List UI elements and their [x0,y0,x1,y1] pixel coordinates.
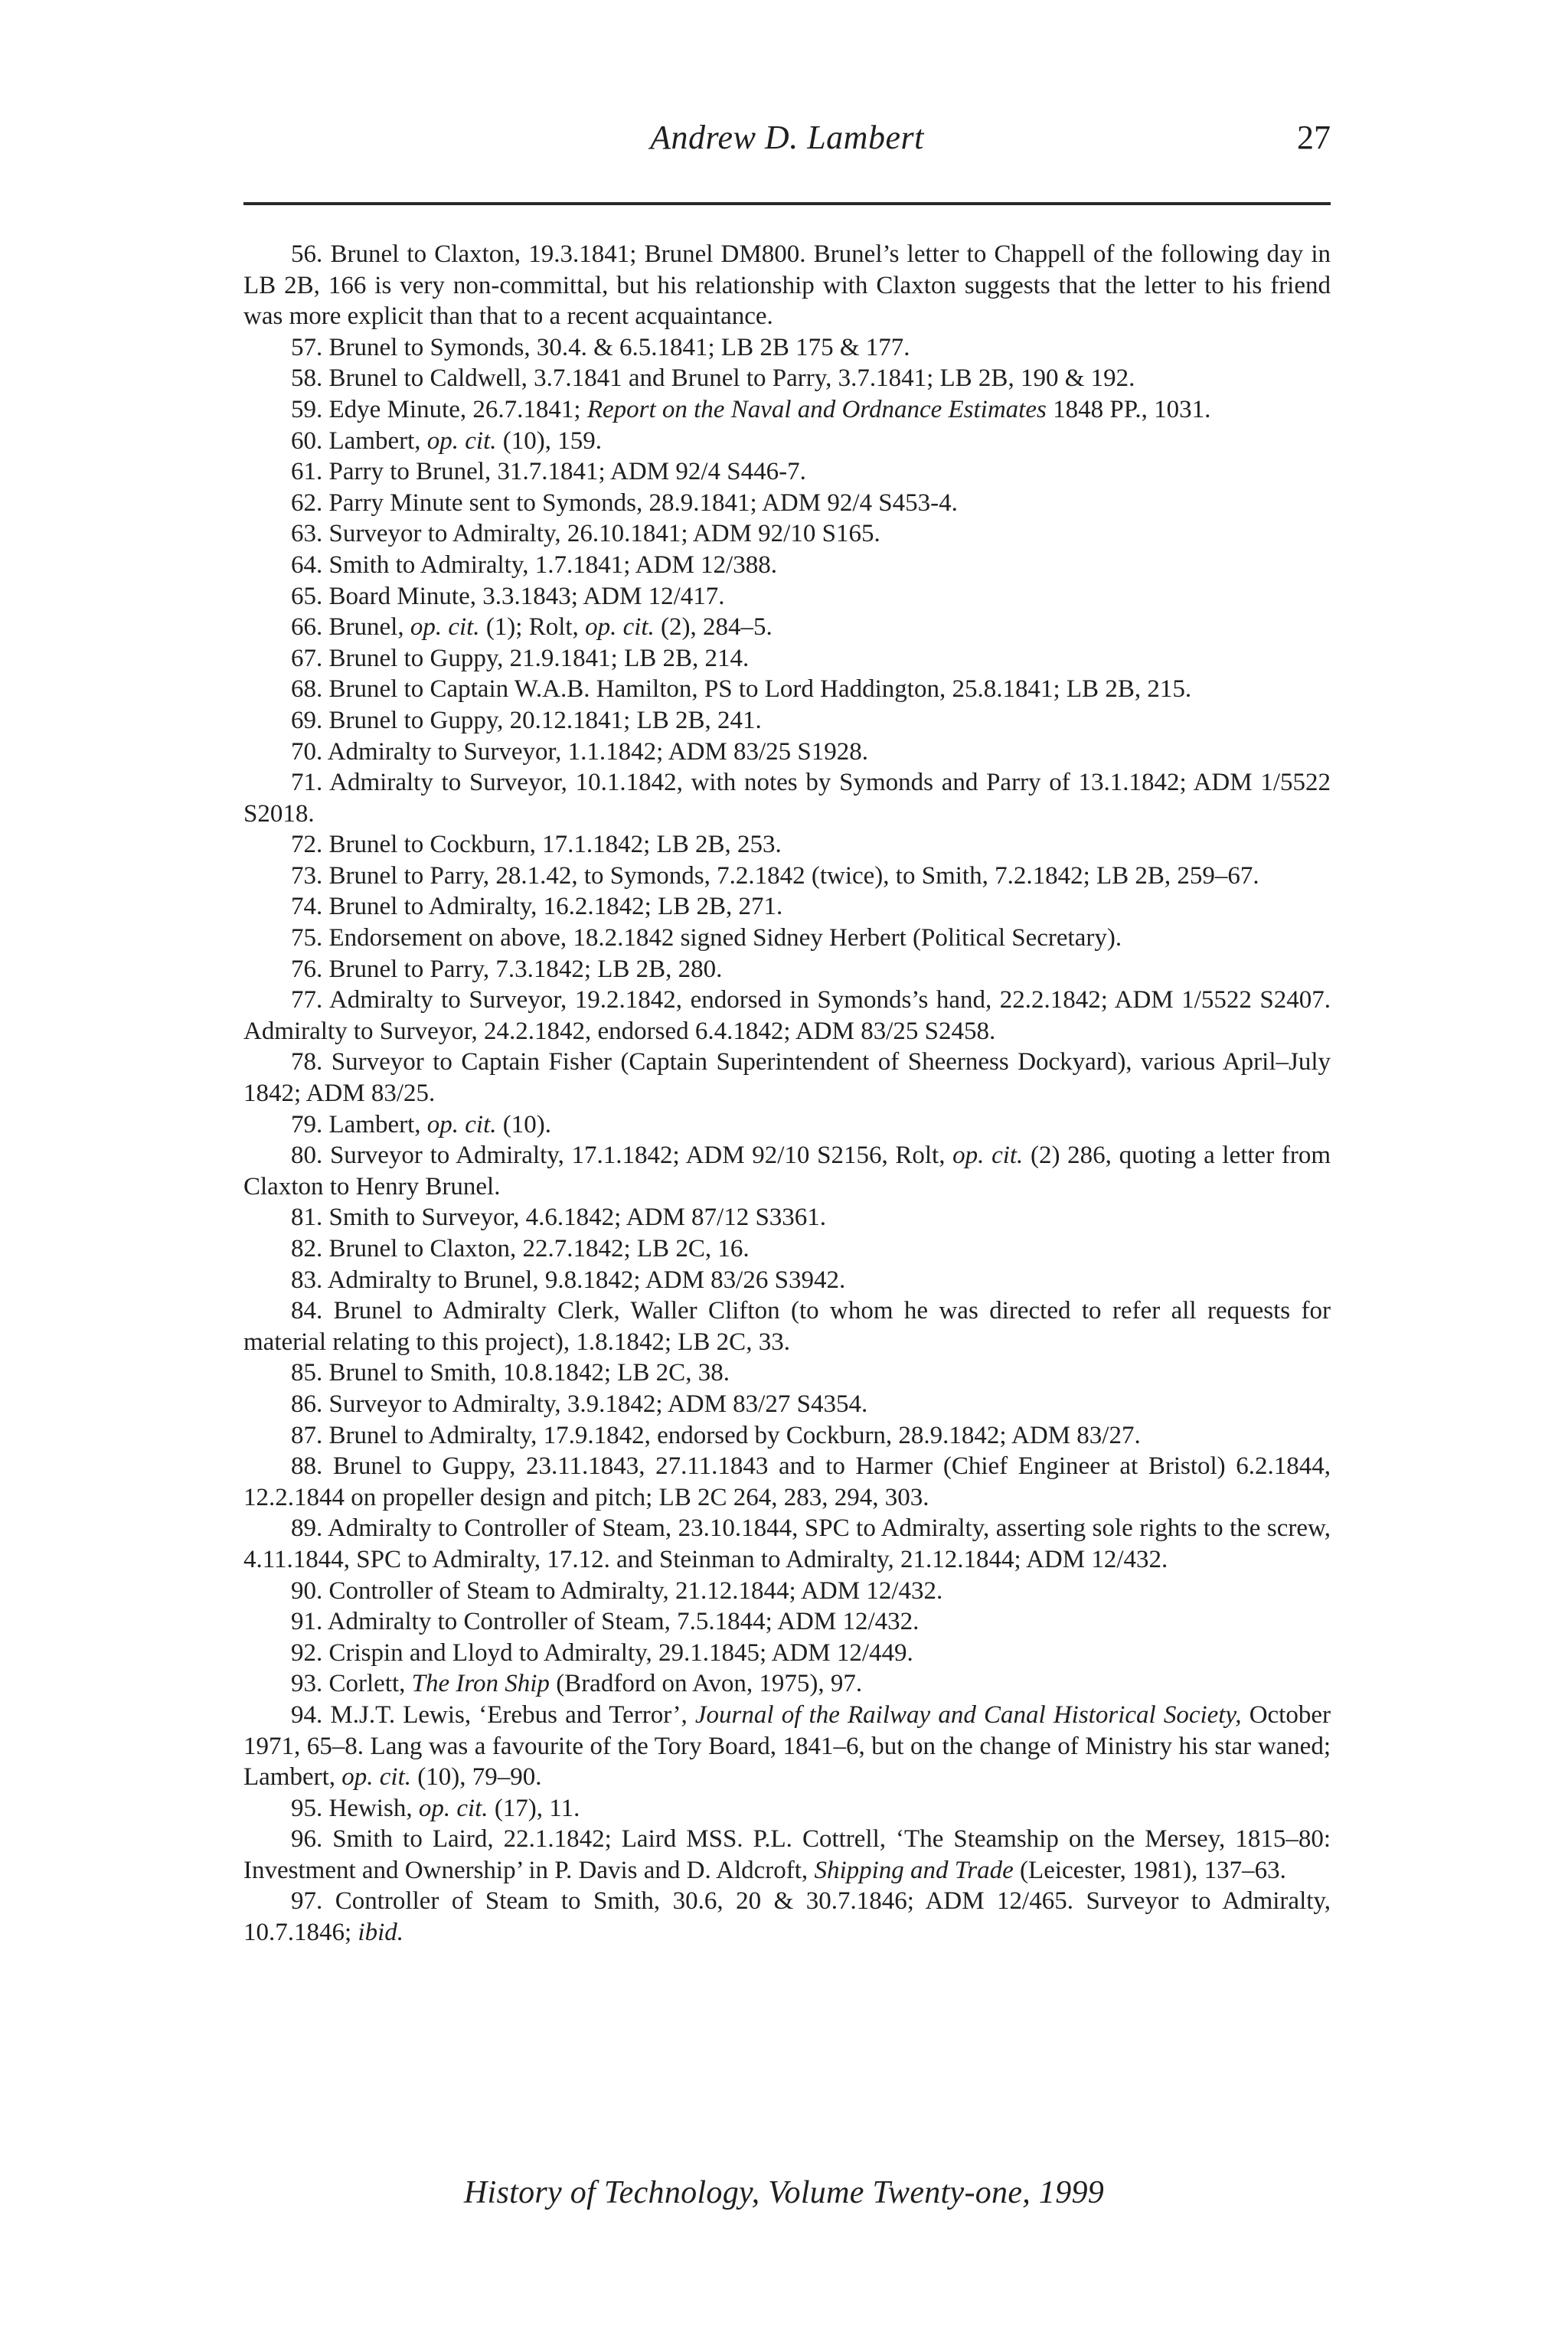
endnote-number: 93. [291,1670,323,1698]
endnote [243,1638,1331,1669]
endnote-number: 89. [291,1514,323,1543]
endnote [243,1109,1331,1141]
endnote-italic-text: op. cit. [341,1763,412,1792]
endnote [243,674,1331,705]
endnote-number: 97. [291,1887,323,1916]
endnote-number: 63. [291,520,323,548]
endnote [243,1140,1331,1202]
endnote [243,1576,1331,1607]
endnote [243,1451,1331,1513]
endnote [243,1700,1331,1793]
endnote-number: 96. [291,1825,323,1854]
endnote [243,737,1331,768]
endnote-italic-text: op. cit. [585,613,655,642]
endnote-text: Edye Minute, 26.7.1841; [328,395,587,423]
endnote-text: Admiralty to Surveyor, 10.1.1842, with notes by Symonds and Parry of 13.1.1842; ADM 1/5522 S2018. [243,769,1331,828]
endnote-text: Surveyor to Admiralty, 3.9.1842; ADM 83/27 S4354. [328,1390,868,1418]
endnote-number: 68. [291,675,323,704]
endnote-text: Brunel, [328,613,410,642]
endnote-text: M.J.T. Lewis, ‘Erebus and Terror’, [330,1700,695,1729]
endnote-italic-text: Report on the Naval and Ordnance Estimates [586,395,1047,423]
endnote-number: 83. [291,1266,323,1294]
endnote [243,1357,1331,1389]
endnote [243,1793,1331,1824]
endnote-text: Endorsement on above, 18.2.1842 signed Sidney Herbert (Political Secretary). [328,924,1122,952]
endnote [243,612,1331,643]
endnote-text: Brunel to Parry, 28.1.42, to Symonds, 7.2.1842 (twice), to Smith, 7.2.1842; LB 2B, 259–67. [328,861,1259,890]
endnote-text: Smith to Surveyor, 4.6.1842; ADM 87/12 S3361. [328,1204,827,1232]
endnote [243,1389,1331,1420]
endnote-text: Corlett, [328,1670,412,1698]
endnote-text: Admiralty to Surveyor, 19.2.1842, endorsed in Symonds’s hand, 22.2.1842; ADM 1/5522 S2407. Admiralty to Surveyor, 24.2.1842, endorsed 6.4.1842; ADM 83/25 S2458. [243,986,1331,1045]
endnote-text: Brunel to Smith, 10.8.1842; LB 2C, 38. [328,1359,730,1387]
endnote [243,1295,1331,1357]
endnote-number: 61. [291,458,323,486]
endnote-italic-text: Journal of the Railway and Canal Historical Society, [694,1700,1242,1729]
endnote [243,239,1331,332]
endnote-number: 80. [291,1142,323,1170]
endnote-italic-text: The Iron Ship [411,1670,550,1698]
endnote-text: (Bradford on Avon, 1975), 97. [549,1670,863,1698]
endnote [243,1265,1331,1296]
endnote-number: 64. [291,550,323,579]
endnote-number: 67. [291,644,323,672]
endnote-number: 84. [291,1297,323,1325]
endnote-number: 87. [291,1421,323,1449]
endnote-text: 1848 PP., 1031. [1046,395,1211,423]
endnote-text: Surveyor to Admiralty, 17.1.1842; ADM 92/10 S2156, Rolt, [329,1142,953,1170]
endnote [243,954,1331,985]
endnote-number: 78. [291,1048,323,1076]
endnote-number: 71. [291,769,323,797]
endnote [243,1606,1331,1638]
endnote-text: Parry to Brunel, 31.7.1841; ADM 92/4 S446-7. [328,458,806,486]
endnote-text: Brunel to Caldwell, 3.7.1841 and Brunel to Parry, 3.7.1841; LB 2B, 190 & 192. [328,364,1135,393]
page-number: 27 [1297,119,1331,156]
endnote-text: Brunel to Guppy, 21.9.1841; LB 2B, 214. [328,644,750,672]
endnote-number: 81. [291,1204,323,1232]
endnote [243,767,1331,829]
endnote-number: 92. [291,1638,323,1667]
endnote [243,705,1331,737]
endnote [243,829,1331,861]
endnote-number: 70. [291,737,323,766]
endnote [243,891,1331,923]
endnote-number: 94. [291,1700,323,1729]
endnote [243,581,1331,612]
endnote [243,518,1331,550]
endnote-number: 62. [291,488,323,517]
endnote-text: Smith to Laird, 22.1.1842; Laird MSS. P.L. Cottrell, ‘The Steamship on the Mersey, 1815–80: Investment and Ownership’ in P. Davis and D. Aldcroft, [243,1825,1331,1884]
endnote-text: Controller of Steam to Smith, 30.6, 20 & 30.7.1846; ADM 12/465. Surveyor to Admiralty, 10.7.1846; [243,1887,1331,1947]
endnote-text: (Leicester, 1981), 137–63. [1013,1856,1286,1884]
endnote-number: 73. [291,861,323,890]
endnote-text: Controller of Steam to Admiralty, 21.12.1844; ADM 12/432. [328,1576,943,1605]
endnote-number: 66. [291,613,323,642]
endnote [243,1233,1331,1265]
endnote-number: 95. [291,1794,323,1822]
endnote-number: 74. [291,893,323,921]
endnote-number: 69. [291,706,323,734]
endnote-text: (10), 79–90. [411,1763,542,1792]
endnote-text: Smith to Admiralty, 1.7.1841; ADM 12/388. [328,550,777,579]
endnote-text: Brunel to Guppy, 23.11.1843, 27.11.1843 and to Harmer (Chief Engineer at Bristol) 6.2.1844, 12.2.1844 on propeller design and pitch; LB 2C 264, 283, 294, 303. [243,1452,1331,1511]
endnote-number: 59. [291,395,323,423]
endnote-number: 90. [291,1576,323,1605]
endnote [243,1202,1331,1233]
endnote [243,363,1331,394]
endnote-text: Admiralty to Surveyor, 1.1.1842; ADM 83/25 S1928. [327,737,869,766]
endnote-text: Brunel to Parry, 7.3.1842; LB 2B, 280. [328,955,723,983]
endnote-number: 85. [291,1359,323,1387]
endnote-number: 76. [291,955,323,983]
endnote-number: 91. [291,1608,323,1636]
endnote [243,426,1331,457]
endnote-text: (10). [496,1110,551,1138]
endnote [243,1513,1331,1575]
endnote-text: (1); Rolt, [479,613,586,642]
endnote-text: Brunel to Cockburn, 17.1.1842; LB 2B, 253. [328,831,782,859]
endnote-text: Surveyor to Admiralty, 26.10.1841; ADM 92/10 S165. [328,520,880,548]
endnote-italic-text: Shipping and Trade [814,1856,1014,1884]
endnote [243,456,1331,488]
endnote [243,1824,1331,1886]
endnote-text: (2) 286, quoting a letter from Claxton to Henry Brunel. [243,1142,1331,1200]
endnote-text: Crispin and Lloyd to Admiralty, 29.1.1845; ADM 12/449. [328,1638,913,1667]
endnote-text: (17), 11. [488,1794,580,1822]
endnote-number: 88. [291,1452,323,1481]
endnote-number: 65. [291,582,323,610]
endnote-number: 72. [291,831,323,859]
endnote-text: Board Minute, 3.3.1843; ADM 12/417. [328,582,725,610]
endnote-number: 77. [291,986,323,1014]
endnote [243,985,1331,1047]
endnote-number: 86. [291,1390,323,1418]
endnote-number: 82. [291,1235,323,1263]
endnote-text: Lambert, [328,426,427,455]
endnote [243,643,1331,675]
endnote-text: Brunel to Guppy, 20.12.1841; LB 2B, 241. [328,706,762,734]
endnote-text: Brunel to Claxton, 22.7.1842; LB 2C, 16. [328,1235,750,1263]
endnote-italic-text: ibid. [358,1919,404,1947]
endnote [243,923,1331,954]
endnote [243,550,1331,581]
endnote-italic-text: op. cit. [418,1794,488,1822]
endnote-text: Surveyor to Captain Fisher (Captain Superintendent of Sheerness Dockyard), various April–July 1842; ADM 83/25. [243,1048,1331,1108]
endnotes-list [243,239,1331,1949]
endnote-text: Brunel to Symonds, 30.4. & 6.5.1841; LB 2B 175 & 177. [328,333,910,361]
endnote [243,1886,1331,1948]
endnote-text: Parry Minute sent to Symonds, 28.9.1841; ADM 92/4 S453-4. [328,488,958,517]
endnote [243,861,1331,892]
endnote-number: 56. [291,240,323,268]
endnote-text: Admiralty to Controller of Steam, 7.5.1844; ADM 12/432. [327,1608,920,1636]
endnote-number: 60. [291,426,323,455]
endnote [243,1047,1331,1109]
endnote-text: Hewish, [328,1794,419,1822]
endnote-text: Brunel to Captain W.A.B. Hamilton, PS to Lord Haddington, 25.8.1841; LB 2B, 215. [328,675,1192,704]
endnote-number: 75. [291,924,323,952]
header-rule [243,202,1331,205]
endnote-text: Brunel to Admiralty, 17.9.1842, endorsed by Cockburn, 28.9.1842; ADM 83/27. [328,1421,1141,1449]
endnote-italic-text: op. cit. [426,1110,497,1138]
endnote-italic-text: op. cit. [410,613,480,642]
endnote-text: Admiralty to Controller of Steam, 23.10.1844, SPC to Admiralty, asserting sole rights to the screw, 4.11.1844, SPC to Admiralty, 17.12. and Steinman to Admiralty, 21.12.1844; ADM 12/432. [243,1514,1331,1573]
endnote-number: 79. [291,1110,323,1138]
endnote-number: 57. [291,333,323,361]
journal-footer: History of Technology, Volume Twenty-one, 1999 [463,2175,1105,2210]
endnote-text: October 1971, 65–8. Lang was a favourite of the Tory Board, 1841–6, but on the change of Ministry his star waned; Lambert, [243,1700,1331,1792]
running-head [243,115,1331,161]
endnote-text: (10), 159. [496,426,602,455]
endnote-text: Brunel to Claxton, 19.3.1841; Brunel DM800. Brunel’s letter to Chappell of the following day in LB 2B, 166 is very non-committal, but his relationship with Claxton suggests that the letter to his friend was more explicit than that to a recent acquaintance. [243,240,1331,331]
endnote [243,332,1331,364]
endnote-italic-text: op. cit. [952,1142,1024,1170]
endnote [243,1668,1331,1700]
endnote-text: Brunel to Admiralty Clerk, Waller Clifton (to whom he was directed to refer all requests for material relating to this project), 1.8.1842; LB 2C, 33. [243,1297,1331,1356]
running-head-author: Andrew D. Lambert [650,119,924,156]
endnote-text: Brunel to Admiralty, 16.2.1842; LB 2B, 271. [328,893,783,921]
endnote-number: 58. [291,364,323,393]
endnote-text: Lambert, [328,1110,427,1138]
endnote [243,1420,1331,1452]
endnote-italic-text: op. cit. [426,426,497,455]
endnote-text: Admiralty to Brunel, 9.8.1842; ADM 83/26 S3942. [327,1266,846,1294]
endnote [243,488,1331,519]
endnote [243,394,1331,426]
endnote-text: (2), 284–5. [654,613,773,642]
